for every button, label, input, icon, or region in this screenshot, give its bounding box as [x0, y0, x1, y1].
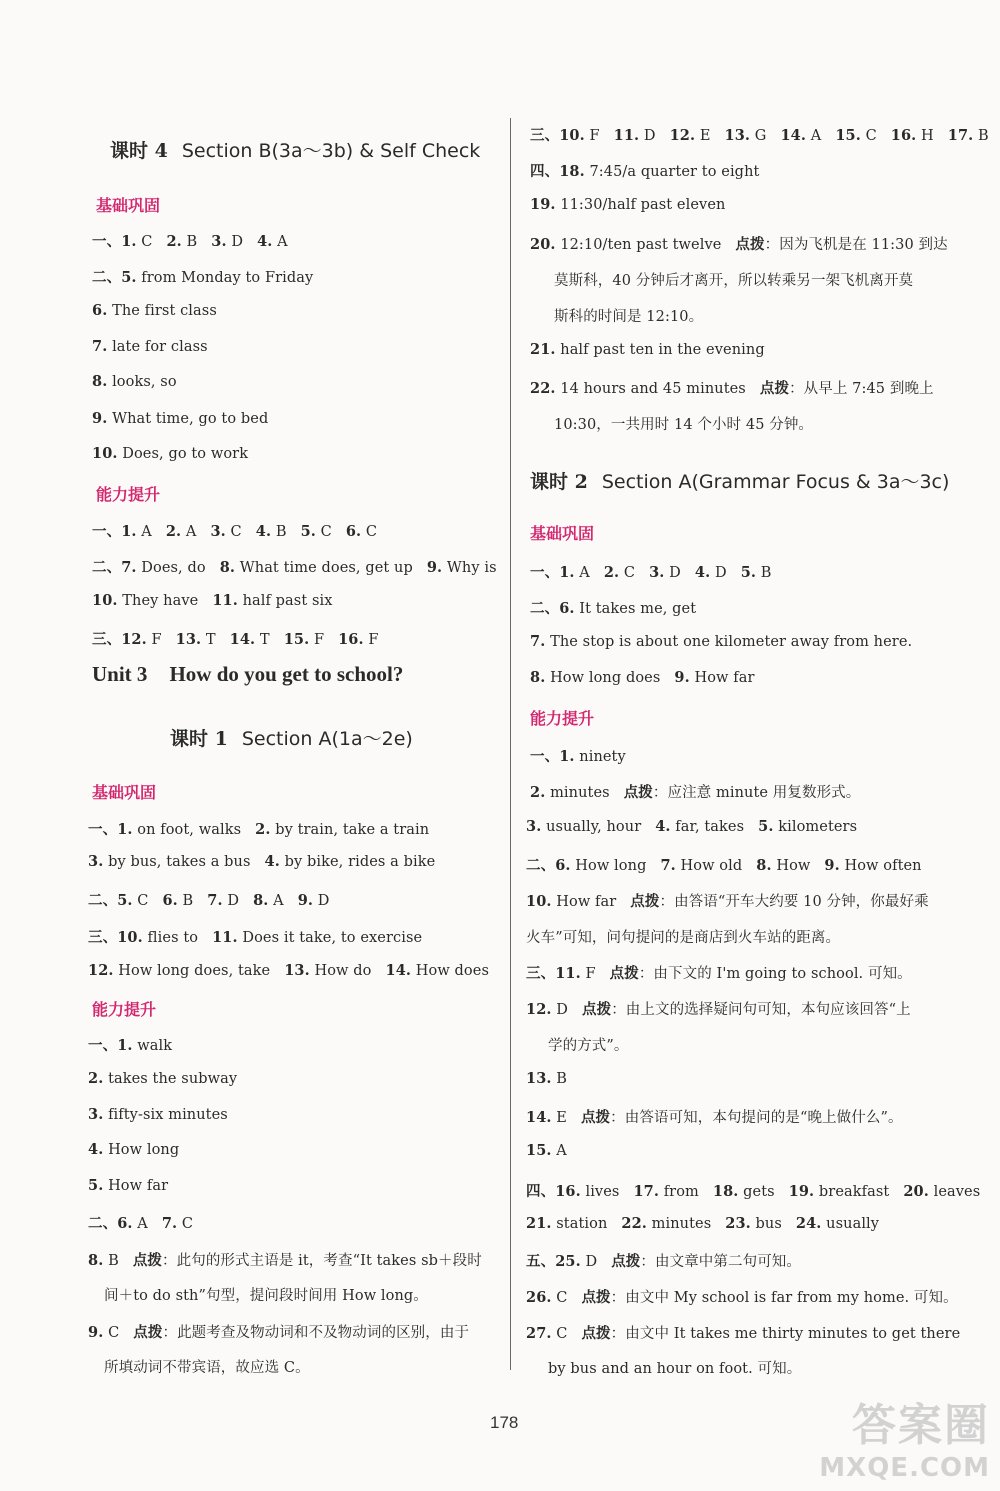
answer-text: F: [313, 632, 325, 648]
answer-line: [88, 1177, 168, 1194]
watermark-logo: 答案圈: [852, 1400, 990, 1451]
answer-text: D: [643, 128, 656, 144]
answer-line: [88, 1141, 179, 1158]
question-number: 三、10.: [530, 127, 585, 144]
answer-text: breakfast: [818, 1184, 890, 1200]
question-number: 8.: [756, 857, 772, 874]
answer-text: Does it take, to exercise: [242, 930, 423, 946]
question-number: 11.: [212, 592, 238, 609]
answer-text: Does, go to work: [122, 446, 249, 462]
answer-text: They have: [122, 593, 199, 609]
answer-i2: 2. minutes 点拨：应注意 minute 用复数形式。: [530, 784, 861, 801]
page-number: 178: [490, 1413, 519, 1432]
answer-line: [88, 818, 429, 839]
question-number: 9.: [297, 892, 314, 909]
answer-text: B: [186, 234, 198, 250]
answer-text: far, takes: [675, 819, 745, 835]
answer-text: gets: [743, 1184, 775, 1200]
answer-i25: 五、25. D 点拨：由文章中第二句可知。: [526, 1253, 801, 1270]
answer-line: [92, 445, 248, 462]
question-number: 3.: [88, 1106, 104, 1123]
question-number: 4.: [255, 523, 272, 540]
answer-q9-cont: 所填动词不带宾语，故应选 C。: [104, 1360, 310, 1376]
question-number: 10.: [92, 445, 118, 462]
answer-q20: 20. 12:10/ten past twelve 点拨：因为飞机是在 11:30 到达: [530, 236, 948, 253]
question-number: 7.: [660, 857, 676, 874]
question-number: 6.: [162, 892, 178, 909]
question-number: 9.: [824, 857, 840, 874]
answer-text: from: [663, 1184, 699, 1200]
question-number: 14.: [229, 631, 256, 648]
answer-line: [530, 124, 989, 145]
question-number: 7.: [92, 338, 108, 355]
question-number: 19.: [788, 1183, 815, 1200]
answer-text: B: [182, 893, 194, 909]
question-number: 18.: [712, 1183, 739, 1200]
answer-text: minutes: [651, 1216, 712, 1232]
answer-text: by bike, rides a bike: [284, 854, 436, 870]
answer-text: A: [277, 234, 288, 250]
answer-text: A: [273, 893, 284, 909]
answer-text: A: [810, 128, 822, 144]
question-number: 7.: [207, 892, 223, 909]
answer-line: [526, 854, 922, 875]
column-divider: [510, 118, 511, 1370]
answer-line: [530, 160, 759, 181]
lesson-4-heading: 课时 4 Section B(3a～3b) & Self Check: [110, 140, 481, 162]
question-number: 11.: [212, 929, 238, 946]
question-number: 4.: [88, 1141, 104, 1158]
question-number: 24.: [795, 1215, 822, 1232]
answer-text: D: [231, 234, 244, 250]
answer-text: usually, hour: [546, 819, 642, 835]
question-number: 一、1.: [530, 564, 575, 581]
question-number: 9.: [674, 669, 690, 686]
question-number: 7.: [530, 633, 546, 650]
answer-text: How far: [108, 1178, 169, 1194]
question-number: 14.: [780, 127, 807, 144]
answer-line: [88, 853, 435, 870]
question-number: 20.: [903, 1183, 929, 1200]
answer-text: by bus, takes a bus: [108, 854, 251, 870]
answer-text: usually: [826, 1216, 880, 1232]
answer-text: The stop is about one kilometer away from here.: [550, 634, 913, 650]
question-number: 4.: [655, 818, 671, 835]
basic-heading-right: 基础巩固: [530, 524, 595, 543]
question-number: 6.: [345, 523, 362, 540]
question-number: 12.: [88, 962, 114, 979]
answer-i11: 三、11. F 点拨：由下文的 I'm going to school. 可知。: [526, 965, 912, 982]
question-number: 3.: [88, 853, 104, 870]
answer-i12-cont: 学的方式”。: [548, 1038, 629, 1054]
answer-text: Why is: [446, 560, 497, 576]
answer-line: [526, 1180, 980, 1201]
lesson-2-heading: 课时 2 Section A(Grammar Focus & 3a～3c): [530, 471, 950, 493]
question-number: 二、5.: [88, 892, 133, 909]
answer-q22: 22. 14 hours and 45 minutes 点拨：从早上 7:45 到晚上: [530, 380, 934, 397]
question-number: 17.: [633, 1183, 659, 1200]
answer-text: How long does, take: [118, 963, 271, 979]
answer-text: T: [205, 632, 216, 648]
question-number: 8.: [253, 892, 269, 909]
answer-line: [92, 266, 313, 287]
answer-line: [92, 302, 217, 319]
answer-line: [530, 597, 696, 618]
answer-line: [92, 520, 377, 541]
question-number: 5.: [740, 564, 757, 581]
question-number: 13.: [284, 962, 310, 979]
question-number: 3.: [526, 818, 542, 835]
answer-text: from Monday to Friday: [141, 270, 314, 286]
answer-text: B: [275, 524, 287, 540]
question-number: 2.: [165, 523, 182, 540]
answer-text: kilometers: [778, 819, 858, 835]
question-number: 二、6.: [530, 600, 575, 617]
question-number: 14.: [385, 962, 412, 979]
question-number: 二、7.: [92, 559, 137, 576]
question-number: 9.: [426, 559, 443, 576]
answer-text: 11:30/half past eleven: [560, 197, 726, 213]
question-number: 13.: [724, 127, 751, 144]
answer-text: fifty-six minutes: [108, 1107, 228, 1123]
question-number: 8.: [92, 373, 108, 390]
answer-line: [530, 633, 912, 650]
answer-text: on foot, walks: [137, 822, 242, 838]
question-number: 三、12.: [92, 631, 147, 648]
answer-text: C: [137, 893, 149, 909]
question-number: 9.: [92, 410, 108, 427]
question-number: 5.: [300, 523, 316, 540]
answer-text: 7:45/a quarter to eight: [589, 164, 760, 180]
answer-text: A: [579, 565, 590, 581]
answer-text: C: [365, 524, 378, 540]
answer-line: [88, 1106, 228, 1123]
improve-heading-2: 能力提升: [92, 1000, 157, 1019]
watermark: [819, 1389, 990, 1483]
question-number: 一、1.: [88, 821, 133, 838]
answer-text: late for class: [112, 339, 208, 355]
answer-text: F: [368, 632, 379, 648]
answer-line: [88, 1034, 172, 1055]
watermark-url: MXQE.COM: [819, 1453, 990, 1483]
answer-text: by train, take a train: [275, 822, 430, 838]
answer-line: [92, 592, 333, 609]
question-number: 22.: [621, 1215, 647, 1232]
question-number: 一、1.: [88, 1037, 133, 1054]
question-number: 一、1.: [92, 523, 137, 540]
question-number: 10.: [92, 592, 118, 609]
answer-q8-cont: 间＋to do sth”句型，提问段时间用 How long。: [104, 1288, 428, 1304]
question-number: 3.: [649, 564, 665, 581]
question-number: 4.: [694, 564, 711, 581]
answer-text: looks, so: [112, 374, 177, 390]
question-number: 三、10.: [88, 929, 143, 946]
answer-line: [92, 373, 177, 390]
answer-text: A: [185, 524, 197, 540]
answer-i27-cont: by bus and an hour on foot. 可知。: [548, 1361, 802, 1377]
answer-text: D: [317, 893, 330, 909]
answer-text: Does, do: [141, 560, 206, 576]
unit-3-title: Unit 3 How do you get to school?: [92, 662, 404, 686]
answer-i10-cont: 火车”可知，问句提问的是商店到火车站的距离。: [526, 930, 841, 946]
answer-i13: 13. B: [526, 1070, 568, 1087]
question-number: 5.: [88, 1177, 104, 1194]
answer-text: D: [714, 565, 727, 581]
question-number: 13.: [175, 631, 202, 648]
answer-text: lives: [585, 1184, 620, 1200]
question-number: 16.: [890, 127, 917, 144]
answer-text: E: [699, 128, 711, 144]
answer-text: bus: [755, 1216, 782, 1232]
answer-text: How long: [575, 858, 647, 874]
answer-text: C: [320, 524, 332, 540]
question-number: 二、6.: [526, 857, 571, 874]
answer-text: F: [151, 632, 162, 648]
question-number: 16.: [338, 631, 364, 648]
question-number: 11.: [613, 127, 640, 144]
answer-text: How often: [844, 858, 922, 874]
answer-i12: 12. D 点拨：由上文的选择疑问句可知，本句应该回答“上: [526, 1001, 911, 1018]
question-number: 4.: [264, 853, 280, 870]
improve-heading: 能力提升: [96, 485, 161, 504]
answer-line: [88, 1070, 237, 1087]
answer-text: takes the subway: [108, 1071, 238, 1087]
answer-text: It takes me, get: [579, 601, 697, 617]
question-number: 四、16.: [526, 1183, 581, 1200]
question-number: 19.: [530, 196, 556, 213]
answer-q21: 21. half past ten in the evening: [530, 341, 765, 358]
answer-text: How: [776, 858, 811, 874]
answer-text: What time, go to bed: [112, 411, 269, 427]
answer-text: B: [760, 565, 772, 581]
question-number: 3.: [211, 233, 227, 250]
question-number: 15.: [283, 631, 310, 648]
answer-text: walk: [137, 1038, 173, 1054]
answer-i10: 10. How far 点拨：由答语“开车大约要 10 分钟，你最好乘: [526, 893, 929, 910]
answer-i14: 14. E 点拨：由答语可知，本句提问的是“晚上做什么”。: [526, 1109, 903, 1126]
question-number: 12.: [669, 127, 696, 144]
answer-line: [526, 818, 857, 835]
question-number: 2.: [88, 1070, 104, 1087]
question-number: 6.: [92, 302, 108, 319]
improve-heading-right: 能力提升: [530, 709, 595, 728]
answer-line: [92, 556, 497, 577]
answer-text: flies to: [147, 930, 199, 946]
lesson-1-heading: 课时 1 Section A(1a～2e): [170, 728, 413, 750]
answer-text: G: [754, 128, 767, 144]
answer-line: [88, 889, 330, 910]
answer-text: H: [921, 128, 934, 144]
answer-text: C: [865, 128, 877, 144]
question-number: 17.: [947, 127, 974, 144]
answer-i15: 15. A: [526, 1142, 567, 1159]
question-number: 21.: [526, 1215, 552, 1232]
answer-text: C: [623, 565, 636, 581]
answer-text: leaves: [933, 1184, 981, 1200]
question-number: 二、5.: [92, 269, 137, 286]
answer-q9: 9. C 点拨：此题考查及物动词和不及物动词的区别，由于: [88, 1324, 470, 1341]
answer-text: C: [141, 234, 153, 250]
answer-text: How long: [108, 1142, 180, 1158]
answer-q8: 8. B 点拨：此句的形式主语是 it，考查“It takes sb＋段时: [88, 1252, 482, 1269]
answer-q22-cont: 10:30，一共用时 14 个小时 45 分钟。: [554, 417, 814, 433]
answer-line: [92, 628, 379, 649]
question-number: 2.: [166, 233, 182, 250]
answer-text: half past six: [242, 593, 333, 609]
answer-text: How old: [680, 858, 743, 874]
question-number: 15.: [835, 127, 861, 144]
question-number: 23.: [725, 1215, 751, 1232]
question-number: 8.: [219, 559, 236, 576]
answer-line: 二、6. A 7. C: [88, 1215, 194, 1232]
answer-line: [530, 669, 755, 686]
answer-line: [92, 230, 288, 251]
answer-text: station: [556, 1216, 608, 1232]
answer-line: [92, 410, 268, 427]
answer-i1: 一、1. ninety: [530, 748, 626, 765]
answer-i27: 27. C 点拨：由文中 It takes me thirty minutes to get there: [526, 1325, 961, 1342]
answer-line: [530, 196, 725, 213]
answer-text: T: [259, 632, 270, 648]
answer-text: D: [669, 565, 681, 581]
question-number: 5.: [758, 818, 774, 835]
answer-text: How long does: [550, 670, 661, 686]
question-number: 2.: [255, 821, 271, 838]
answer-text: B: [978, 128, 989, 144]
question-number: 3.: [210, 523, 226, 540]
answer-text: C: [230, 524, 242, 540]
question-number: 四、18.: [530, 163, 585, 180]
answer-text: How far: [694, 670, 755, 686]
answer-text: A: [141, 524, 152, 540]
answer-line: [526, 1215, 879, 1232]
answer-i26: 26. C 点拨：由文中 My school is far from my home. 可知。: [526, 1289, 958, 1306]
answer-q20-cont2: 斯科的时间是 12:10。: [554, 309, 704, 325]
answer-line: [92, 338, 208, 355]
answer-line: [88, 926, 422, 947]
answer-q20-cont: 莫斯科，40 分钟后才离开，所以转乘另一架飞机离开莫: [554, 273, 914, 289]
answer-line: [88, 962, 489, 979]
answer-line: [530, 561, 772, 582]
question-number: 8.: [530, 669, 546, 686]
answer-text: F: [589, 128, 600, 144]
basic-heading-2: 基础巩固: [92, 783, 157, 802]
answer-text: How do: [314, 963, 372, 979]
answer-text: The first class: [112, 303, 217, 319]
basic-heading: 基础巩固: [96, 196, 161, 215]
question-number: 一、1.: [92, 233, 137, 250]
question-number: 4.: [257, 233, 273, 250]
answer-text: How does: [415, 963, 489, 979]
answer-text: D: [227, 893, 240, 909]
answer-text: What time does, get up: [239, 560, 413, 576]
question-number: 2.: [603, 564, 620, 581]
